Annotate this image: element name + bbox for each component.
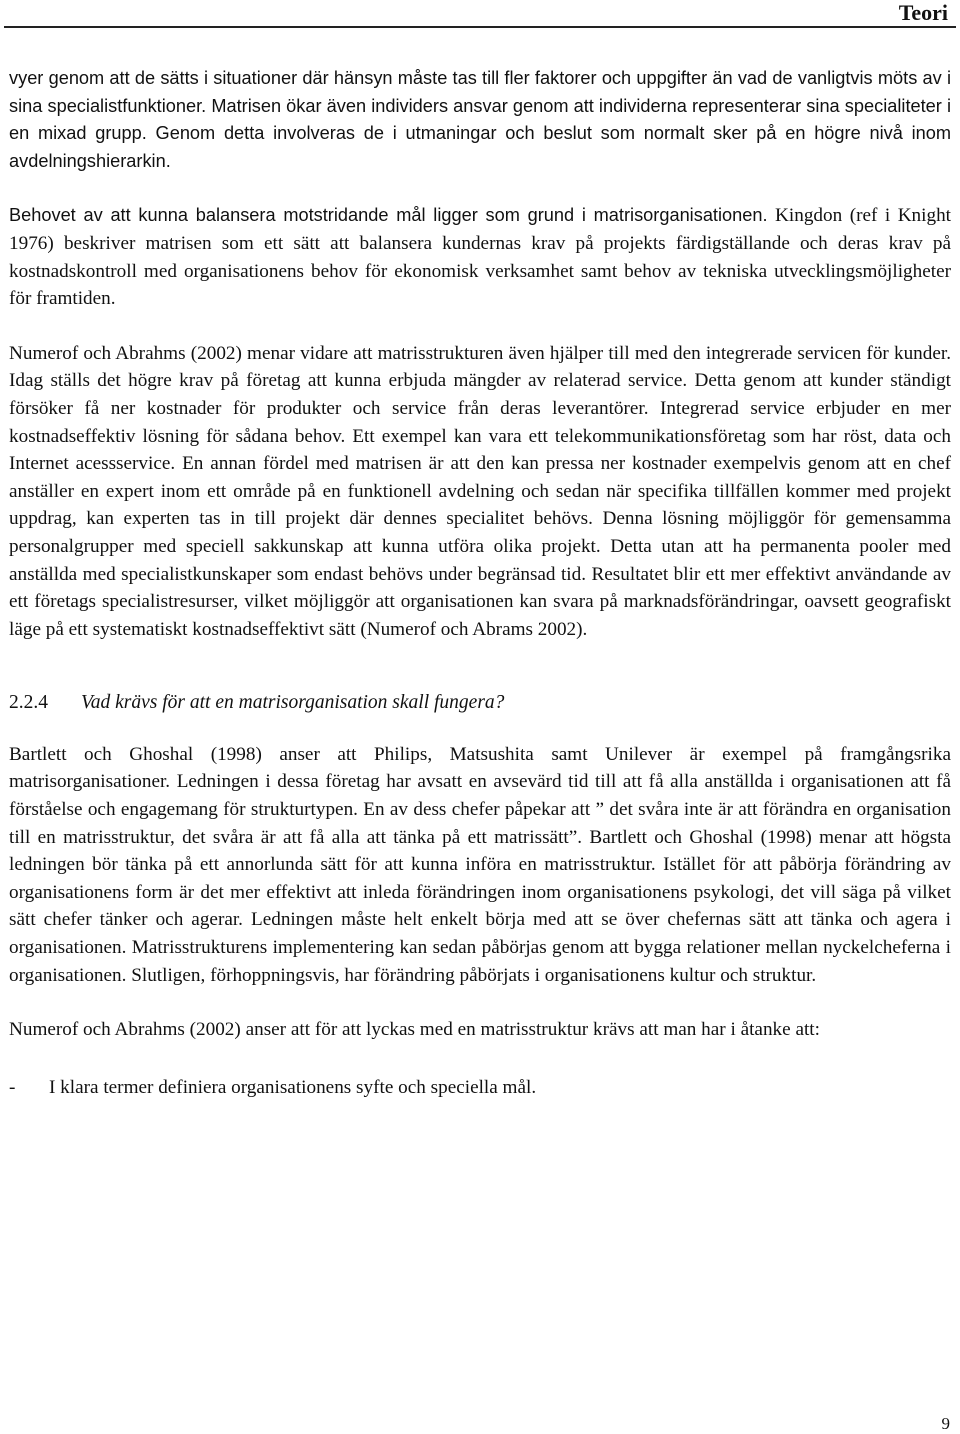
section-number: 2.2.4 [9,692,48,714]
list-item-text: I klara termer definiera organisationens syfte och speciella mål. [49,1076,537,1098]
header-divider [4,26,956,28]
paragraph-1: vyer genom att de sätts i situationer där hänsyn måste tas till fler faktorer och uppgifter än vad de vanligtvis möts av i sina specialistfunktioner. Matrisen ökar även individers ansvar genom att individerna representerar sina specialiteter i en mixad grupp. Genom detta involveras de i utmaningar och beslut som normalt sker på en högre nivå inom avdelningshierarkin. [9,68,951,171]
list-bullet: - [9,1076,16,1098]
list-item [9,1074,951,1102]
paragraph-2-lead: Behovet av att kunna balansera motstridande mål ligger som grund i matrisorganisationen. [9,205,768,226]
section-title: Vad krävs för att en matrisorganisation skall fungera? [81,692,505,714]
paragraph-3: Numerof och Abrahms (2002) menar vidare att matrisstrukturen även hjälper till med den integrerade servicen för kunder. Idag ställs det högre krav på företag att kunna erbjuda mängder av relaterad service. Detta genom att kunder ständigt försöker få ner kostnader för produkter och service från deras leverantörer. Integrerad service erbjuder en mer kostnadseffektiv lösning för sådana behov. Ett exempel kan vara ett telekommunikationsföretag som har röst, data och Internet acessservice. En annan fördel med matrisen är att den kan pressa ner kostnader exempelvis genom att en chef anställer en expert inom ett område på en funktionell avdelning och sedan när specifika tillfällen kommer med projekt uppdrag, kan experten tas in till projekt där dennes specialitet behövs. Denna lösning möjliggör för gemensamma personalgrupper med speciell sakkunskap att kunna utföra olika projekt. Detta utan att ha permanenta pooler med anställda med specialistkunskaper som endast behövs under begränsad tid. Resultatet blir ett mer effektivt användande av ett företags specialistresurser, vilket möjliggör att organisationen kan svara på marknadsförändringar, oavsett geografiskt läge på ett systematiskt kostnadseffektivt sätt (Numerof och Abrams 2002). [9,342,951,640]
section-heading [9,689,951,717]
paragraph-5: Numerof och Abrahms (2002) anser att för att lyckas med en matrisstruktur krävs att man har i åtanke att: [9,1019,820,1041]
running-header-title: Teori [898,0,948,25]
page-number: 9 [941,1414,950,1433]
paragraph-2 [9,202,951,312]
paragraph-4: Bartlett och Ghoshal (1998) anser att Philips, Matsushita samt Unilever är exempel på framgångsrika matrisorganisationer. Ledningen i dessa företag har avsatt en avsevärd tid till att få alla anställda i organisationen att få förståelse och engagemang för strukturtypen. En av dess chefer påpekar att ” det svåra inte är att förändra en organisation till en matrisstruktur, det svåra är att få alla att tänka på ett matrissätt”. Bartlett och Ghoshal (1998) menar att högsta ledningen bör tänka på ett annorlunda sätt för att kunna införa en matrisstruktur. Istället för att påbörja förändring av organisationens form är det mer effektivt att inleda förändringen inom organisationens psykologi, det vill säga på vilket sätt chefer tänker och agerar. Ledningen måste helt enkelt börja med att se över chefernas sätt att tänka och agera i organisationen. Matrisstrukturens implementering kan sedan påbörjas genom att bygga relationer mellan nyckelcheferna i organisationen. Slutligen, förhoppningsvis, har förändring påbörjats i organisationens kultur och struktur. [9,743,951,986]
paragraph-2-rest: Kingdon (ref i Knight 1976) beskriver matrisen som ett sätt att balansera kundernas krav på projekts färdigställande och deras krav på kostnadskontroll med organisationens behov för ekonomisk verksamhet samt behov av tekniska utvecklingsmöjligheter för framtiden. [9,205,951,310]
page-body [9,65,951,1101]
